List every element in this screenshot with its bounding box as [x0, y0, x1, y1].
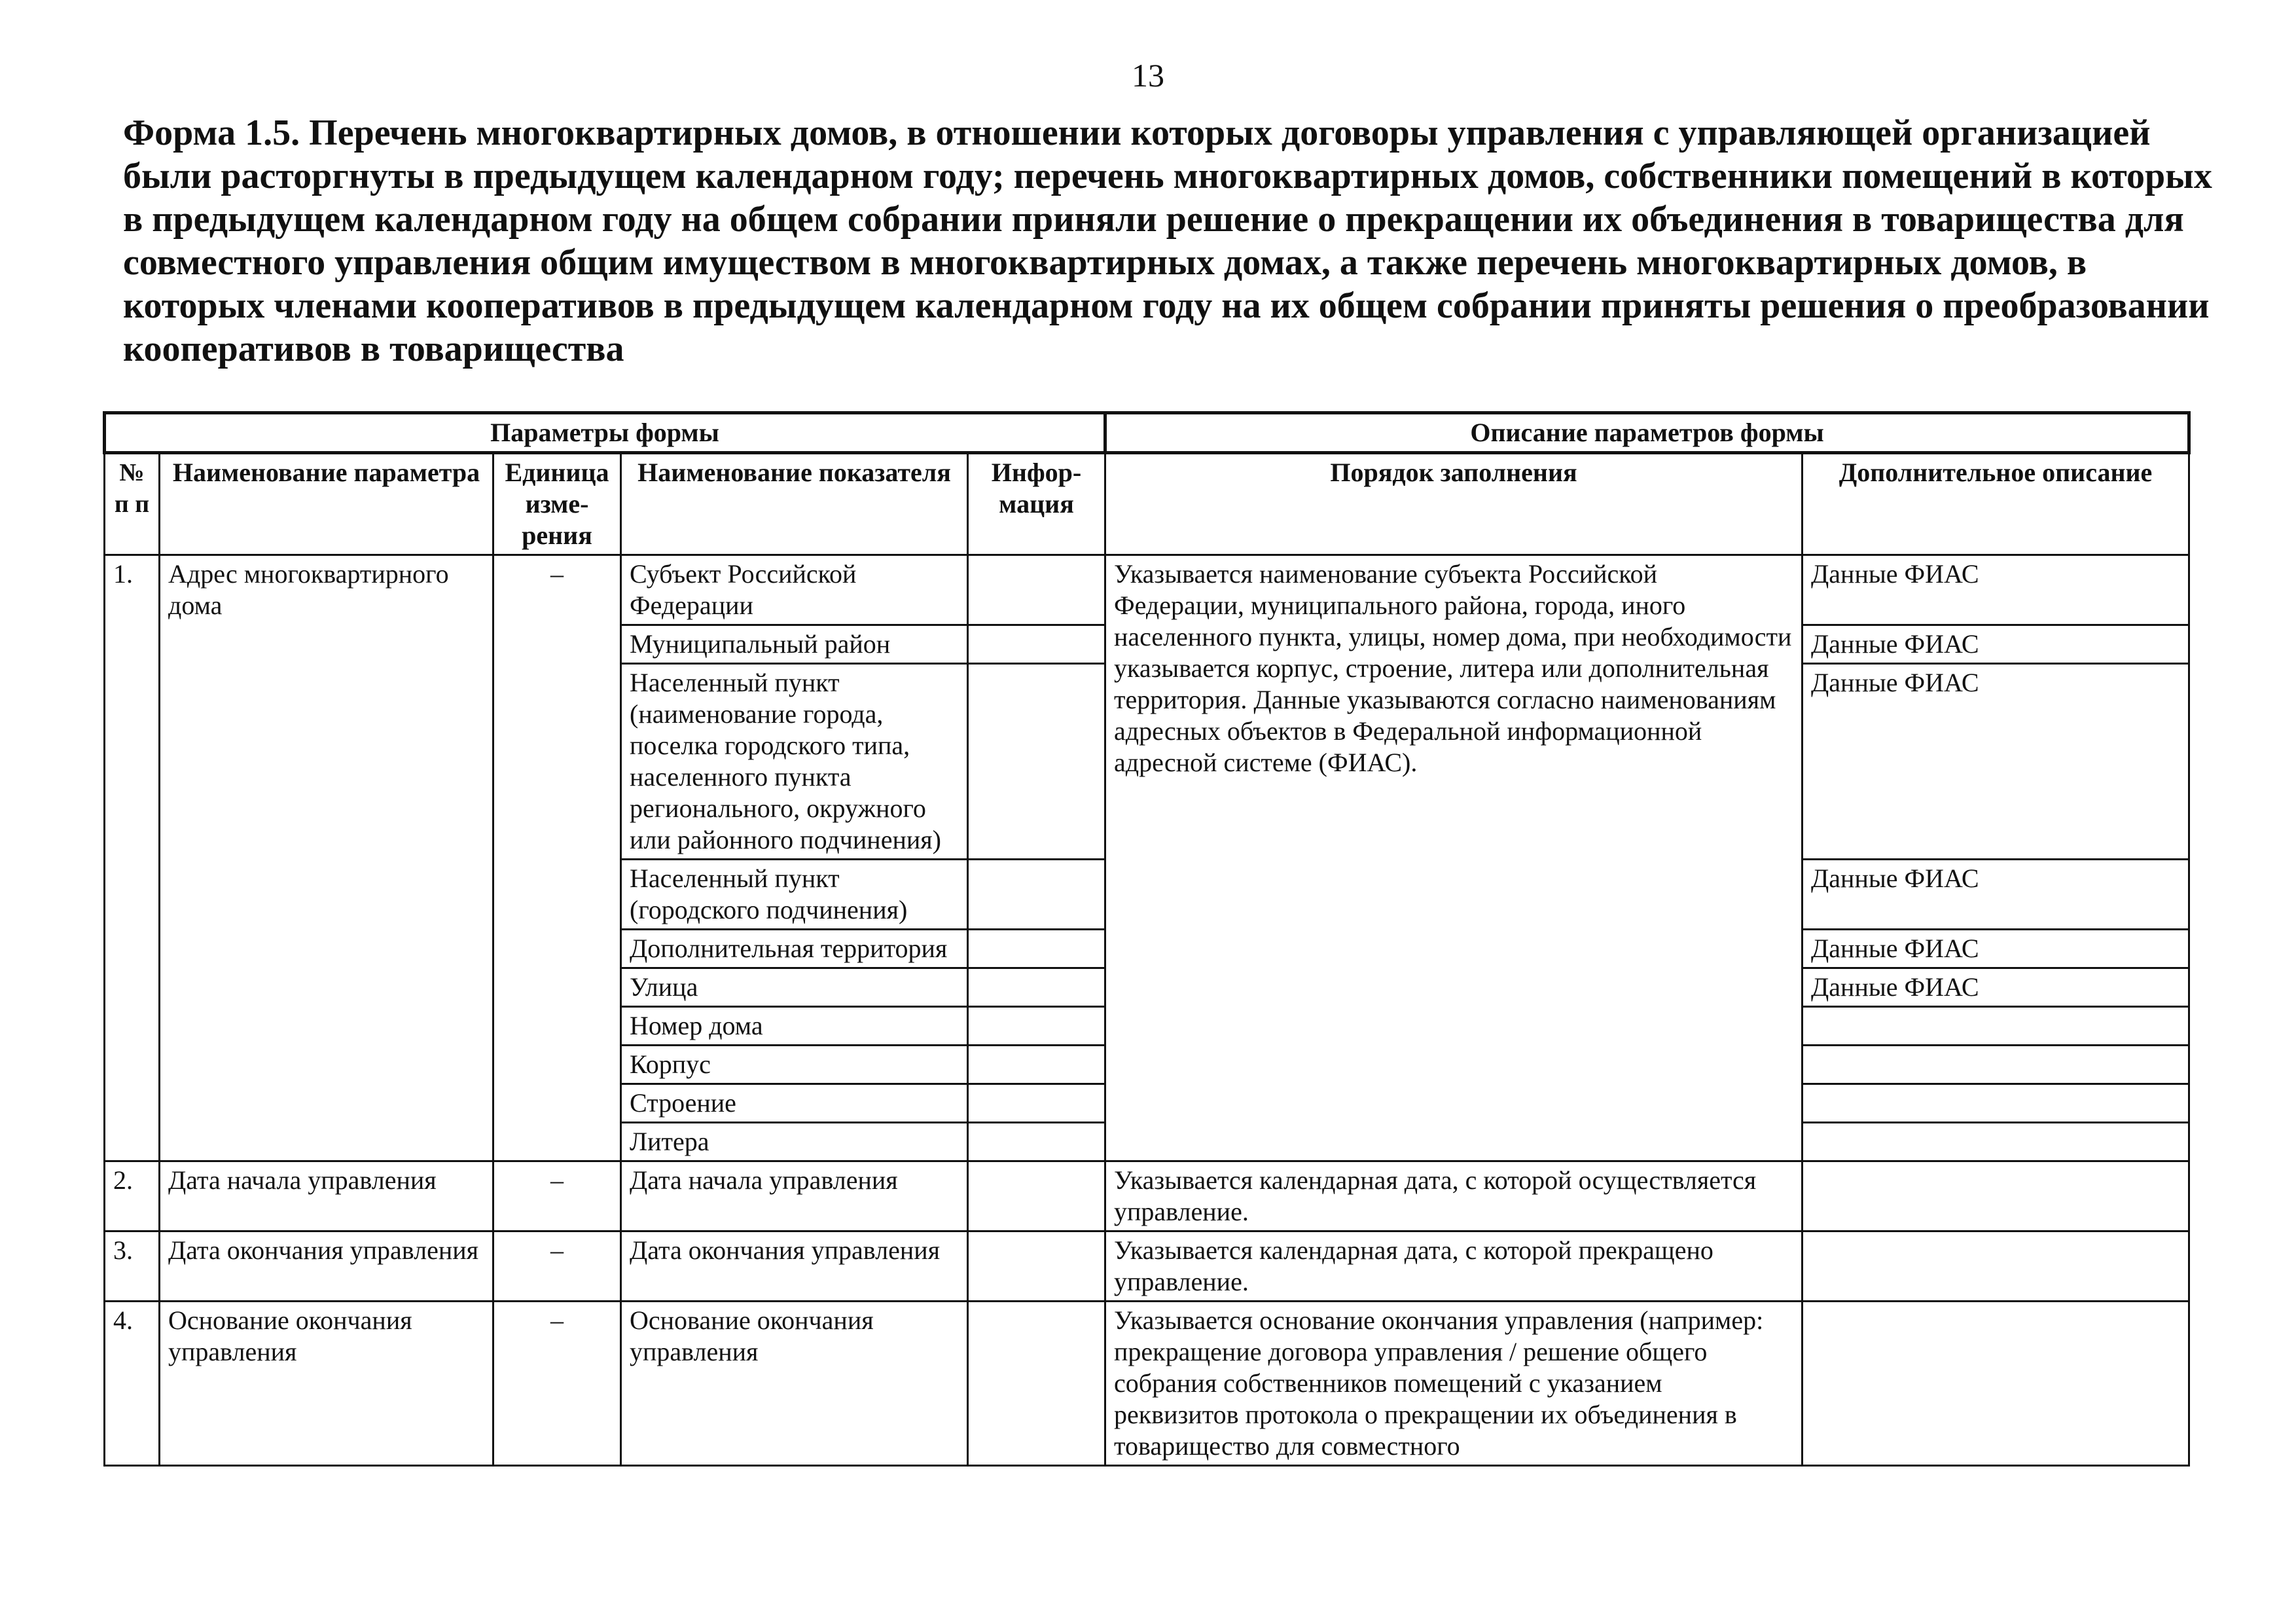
row-param-name: Дата окончания управления — [160, 1231, 493, 1302]
extra-description — [1803, 1046, 2189, 1084]
table-row — [105, 1302, 2189, 1466]
group-header-parameters: Параметры формы — [105, 413, 1105, 453]
extra-description: Данные ФИАС — [1803, 860, 2189, 930]
page-number: 13 — [1132, 57, 1164, 94]
information-cell — [968, 1084, 1105, 1123]
row-unit: – — [493, 1161, 621, 1231]
row-unit: – — [493, 1231, 621, 1302]
information-cell — [968, 1231, 1105, 1302]
indicator-name: Населенный пункт (наименование города, поселка городского типа, населенного пункта регионального, окружного или районного подчинения) — [621, 664, 968, 860]
extra-description: Данные ФИАС — [1803, 664, 2189, 860]
row-unit: – — [493, 555, 621, 1161]
indicator-name: Основание окончания управления — [621, 1302, 968, 1466]
indicator-name: Субъект Российской Федерации — [621, 555, 968, 625]
group-header-description: Описание параметров формы — [1105, 413, 2189, 453]
information-cell — [968, 860, 1105, 930]
col-header-unit: Единица изме-рения — [493, 453, 621, 555]
row-fill-order: Указывается календарная дата, с которой осуществляется управление. — [1105, 1161, 1803, 1231]
indicator-name: Строение — [621, 1084, 968, 1123]
extra-description: Данные ФИАС — [1803, 930, 2189, 968]
row-number: 3. — [105, 1231, 160, 1302]
indicator-name: Дополнительная территория — [621, 930, 968, 968]
indicator-name: Дата начала управления — [621, 1161, 968, 1231]
information-cell — [968, 1302, 1105, 1466]
extra-description — [1803, 1161, 2189, 1231]
row-param-name: Основание окончания управления — [160, 1302, 493, 1466]
row-unit: – — [493, 1302, 621, 1466]
indicator-name: Улица — [621, 968, 968, 1007]
extra-description: Данные ФИАС — [1803, 625, 2189, 664]
column-header-row — [105, 453, 2189, 555]
table-row — [105, 1231, 2189, 1302]
extra-description — [1803, 1084, 2189, 1123]
extra-description: Данные ФИАС — [1803, 968, 2189, 1007]
form-parameters-table — [103, 411, 2191, 1467]
row-fill-order: Указывается наименование субъекта Российской Федерации, муниципального района, города, иного населенного пункта, улицы, номер дома, при необходимости указывается корпус, строение, литера или дополнительная территория. Данные указываются согласно наименованиям адресных объектов в Федеральной информационной адресной системе (ФИАС). — [1105, 555, 1803, 1161]
group-header-row — [105, 413, 2189, 453]
information-cell — [968, 1123, 1105, 1161]
col-header-information: Инфор-мация — [968, 453, 1105, 555]
information-cell — [968, 664, 1105, 860]
col-header-param-name: Наименование параметра — [160, 453, 493, 555]
information-cell — [968, 1046, 1105, 1084]
indicator-name: Номер дома — [621, 1007, 968, 1046]
row-fill-order: Указывается основание окончания управления (например: прекращение договора управления / решение общего собрания собственников помещений с указанием реквизитов протокола о прекращении их объединения в товарищество для совместного — [1105, 1302, 1803, 1466]
row-fill-order: Указывается календарная дата, с которой прекращено управление. — [1105, 1231, 1803, 1302]
information-cell — [968, 555, 1105, 625]
row-number: 4. — [105, 1302, 160, 1466]
table-row — [105, 555, 2189, 625]
row-number: 1. — [105, 555, 160, 1161]
extra-description — [1803, 1123, 2189, 1161]
indicator-name: Корпус — [621, 1046, 968, 1084]
indicator-name: Населенный пункт (городского подчинения) — [621, 860, 968, 930]
row-param-name: Адрес многоквартирного дома — [160, 555, 493, 1161]
information-cell — [968, 1007, 1105, 1046]
information-cell — [968, 930, 1105, 968]
extra-description — [1803, 1231, 2189, 1302]
information-cell — [968, 1161, 1105, 1231]
col-header-number: № п п — [105, 453, 160, 555]
indicator-name: Литера — [621, 1123, 968, 1161]
information-cell — [968, 968, 1105, 1007]
information-cell — [968, 625, 1105, 664]
extra-description — [1803, 1302, 2189, 1466]
indicator-name: Дата окончания управления — [621, 1231, 968, 1302]
extra-description — [1803, 1007, 2189, 1046]
indicator-name: Муниципальный район — [621, 625, 968, 664]
col-header-fill-order: Порядок заполнения — [1105, 453, 1803, 555]
form-title: Форма 1.5. Перечень многоквартирных домов, в отношении которых договоры управления с управляющей организацией были расторгнуты в предыдущем календарном году; перечень многоквартирных домов, собственники помещений в которых в предыдущем календарном году на общем собрании приняли решение о прекращении их объединения в товарищества для совместного управления общим имуществом в многоквартирных домах, а также перечень многоквартирных домов, в которых членами кооперативов в предыдущем календарном году на их общем собрании приняты решения о преобразовании кооперативов в товарищества — [123, 113, 2212, 369]
col-header-indicator-name: Наименование показателя — [621, 453, 968, 555]
row-number: 2. — [105, 1161, 160, 1231]
table-row — [105, 1161, 2189, 1231]
extra-description: Данные ФИАС — [1803, 555, 2189, 625]
row-param-name: Дата начала управления — [160, 1161, 493, 1231]
col-header-extra-description: Дополнительное описание — [1803, 453, 2189, 555]
